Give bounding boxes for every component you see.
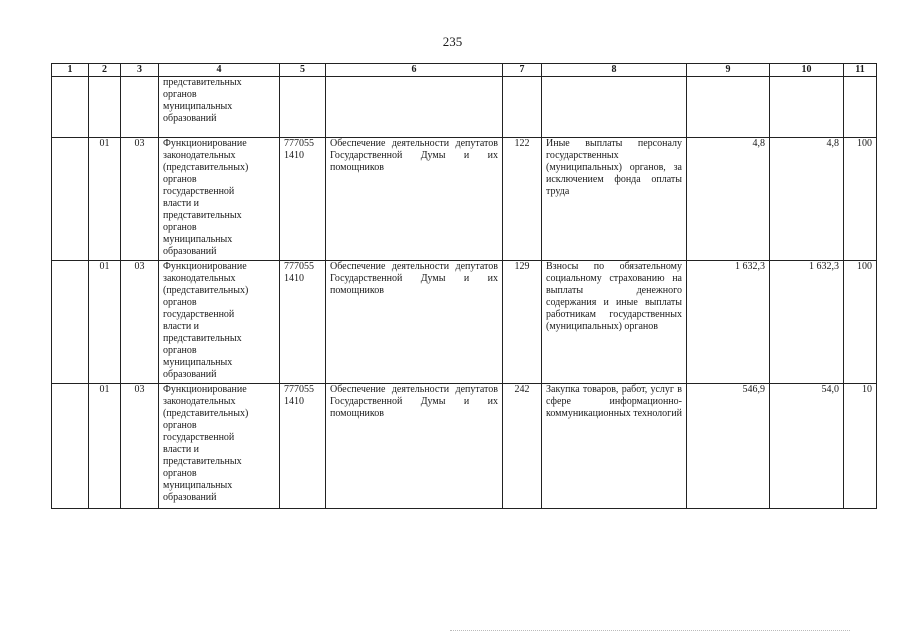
execution-percent: 10 (844, 384, 877, 509)
target-article-code: 777055 1410 (280, 261, 326, 384)
actual-amount: 54,0 (770, 384, 844, 509)
col-header-9: 9 (687, 64, 770, 77)
section-name: Функционирование законодательных (представительных) органов государственной власти и представительных органов муниципальных образований (159, 384, 280, 509)
section-name-cell: представительных органов муниципальных образований (159, 77, 280, 138)
actual-amount: 1 632,3 (770, 261, 844, 384)
section-name: Функционирование законодательных (представительных) органов государственной власти и представительных органов муниципальных образований (159, 261, 280, 384)
table-row (52, 138, 877, 261)
col-header-5: 5 (280, 64, 326, 77)
section-code: 01 (89, 261, 121, 384)
expense-type-name: Закупка товаров, работ, услуг в сфере информационно-коммуникационных технологий (542, 384, 687, 509)
section-code: 01 (89, 384, 121, 509)
target-article-code: 777055 1410 (280, 384, 326, 509)
cell-col1 (52, 261, 89, 384)
col-header-2: 2 (89, 64, 121, 77)
col-header-10: 10 (770, 64, 844, 77)
section-name: Функционирование законодательных (представительных) органов государственной власти и представительных органов муниципальных образований (159, 138, 280, 261)
expense-type-code: 242 (503, 384, 542, 509)
col-header-6: 6 (326, 64, 503, 77)
execution-percent: 100 (844, 138, 877, 261)
table-row (52, 384, 877, 509)
subsection-code: 03 (121, 384, 159, 509)
col-header-11: 11 (844, 64, 877, 77)
col-header-3: 3 (121, 64, 159, 77)
planned-amount: 1 632,3 (687, 261, 770, 384)
planned-amount: 4,8 (687, 138, 770, 261)
section-code: 01 (89, 138, 121, 261)
header-row (52, 64, 877, 77)
expense-type-code: 129 (503, 261, 542, 384)
page-number: 235 (442, 34, 463, 49)
execution-percent: 100 (844, 261, 877, 384)
target-article-code: 777055 1410 (280, 138, 326, 261)
col-header-1: 1 (52, 64, 89, 77)
budget-table (51, 63, 877, 509)
actual-amount: 4,8 (770, 138, 844, 261)
cell-col1 (52, 138, 89, 261)
expense-type-code: 122 (503, 138, 542, 261)
cell-col1 (52, 384, 89, 509)
col-header-4: 4 (159, 64, 280, 77)
planned-amount: 546,9 (687, 384, 770, 509)
target-article-name: Обеспечение деятельности депутатов Государственной Думы и их помощников (326, 384, 503, 509)
subsection-code: 03 (121, 138, 159, 261)
col-header-8: 8 (542, 64, 687, 77)
expense-type-name: Взносы по обязательному социальному страхованию на выплаты денежного содержания и иные выплаты работникам государственных (муниципальных) органов (542, 261, 687, 384)
target-article-name: Обеспечение деятельности депутатов Государственной Думы и их помощников (326, 261, 503, 384)
table-row-continuation (52, 77, 877, 138)
table-row (52, 261, 877, 384)
subsection-code: 03 (121, 261, 159, 384)
target-article-name: Обеспечение деятельности депутатов Государственной Думы и их помощников (326, 138, 503, 261)
col-header-7: 7 (503, 64, 542, 77)
expense-type-name: Иные выплаты персоналу государственных (муниципальных) органов, за исключением фонда оплаты труда (542, 138, 687, 261)
bleed-through-trace (450, 630, 850, 635)
